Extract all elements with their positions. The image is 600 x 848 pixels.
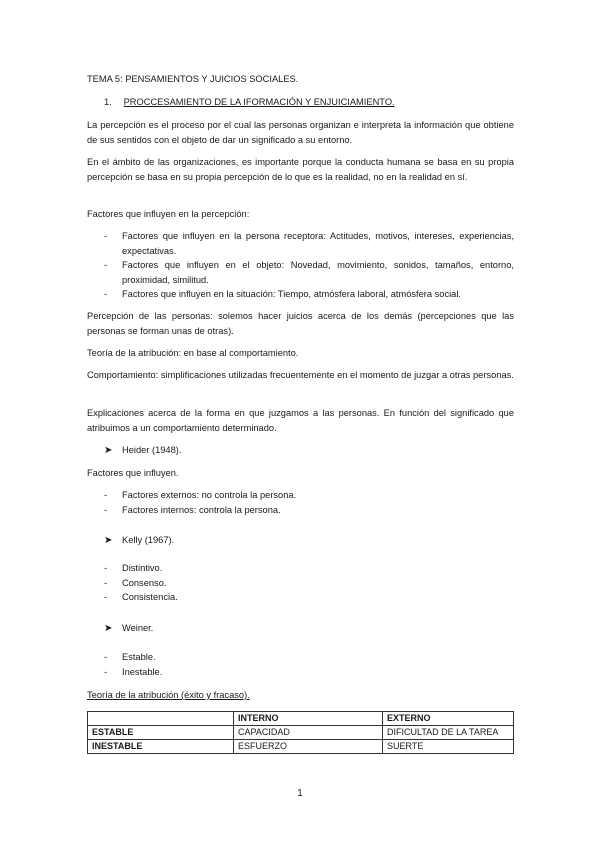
table-row-label: ESTABLE xyxy=(88,726,234,740)
heider-factors-list xyxy=(104,488,514,517)
dash-marker: - xyxy=(104,260,108,271)
paragraph-explicaciones: Explicaciones acerca de la forma en que juzgamos a las personas. En función del significado que atribuimos a un comportamiento determinado. xyxy=(87,408,514,433)
dash-marker: - xyxy=(104,490,108,500)
table-header-row xyxy=(88,712,514,726)
paragraph-percepcion: La percepción es el proceso por el cual las personas organizan e interpreta la información que obtiene de sus sentidos con el objeto de dar un significado a su entorno. xyxy=(87,120,514,145)
table-cell: SUERTE xyxy=(383,740,514,754)
page-number: 1 xyxy=(297,788,303,799)
kelly-list xyxy=(104,561,514,605)
table-cell: DIFICULTAD DE LA TAREA xyxy=(383,726,514,740)
dash-marker: - xyxy=(104,231,108,241)
factores-list xyxy=(104,229,514,302)
paragraph-teoria-atribucion: Teoría de la atribución: en base al comportamiento. xyxy=(87,348,299,358)
table-header-cell xyxy=(88,712,234,726)
list-item: - Factores que influyen en la persona receptora: Actitudes, motivos, intereses, experiencias, expectativas. xyxy=(104,231,514,256)
factores-heading: Factores que influyen en la percepción: xyxy=(87,209,250,219)
section-heading-1 xyxy=(104,95,395,110)
list-item: - Factores internos: controla la persona. xyxy=(104,503,514,518)
kelly-item: ➤ Kelly (1967). xyxy=(104,533,174,549)
paragraph-organizaciones: En el ámbito de las organizaciones, es importante porque la conducta humana se basa en su propia percepción se basa en su propia percepción de lo que es la realidad, no en la realidad en sí. xyxy=(87,157,514,182)
list-item: - Factores que influyen en la situación: Tiempo, atmósfera laboral, atmósfera social. xyxy=(104,287,514,302)
list-item: - Factores que influyen en el objeto: Novedad, movimiento, sonidos, tamaños, entorno, proximidad, similitud. xyxy=(104,260,514,285)
dash-marker: - xyxy=(104,666,108,677)
table-caption: Teoría de la atribución (éxito y fracaso). xyxy=(87,690,250,700)
weiner-item: ➤ Weiner. xyxy=(104,621,153,637)
section-heading-text: PROCCESAMIENTO DE LA IFORMACIÓN Y ENJUICIAMIENTO. xyxy=(123,97,395,107)
heider-item: ➤ Heider (1948). xyxy=(104,443,181,459)
arrow-bullet-icon: ➤ xyxy=(104,445,113,456)
weiner-list xyxy=(104,650,514,679)
dash-marker: - xyxy=(104,563,108,573)
table-row-label: INESTABLE xyxy=(88,740,234,754)
list-item: - Consenso. xyxy=(104,576,514,591)
dash-marker: - xyxy=(104,504,108,515)
list-item: - Estable. xyxy=(104,650,514,665)
table-header-cell: EXTERNO xyxy=(383,712,514,726)
table-row xyxy=(88,740,514,754)
table-cell: CAPACIDAD xyxy=(234,726,383,740)
table-cell: ESFUERZO xyxy=(234,740,383,754)
paragraph-percepcion-personas: Percepción de las personas: solemos hacer juicios acerca de los demás (percepciones que las personas se forman unas de otras). xyxy=(87,311,514,336)
arrow-bullet-icon: ➤ xyxy=(104,535,113,546)
factores-influyen-heading: Factores que influyen. xyxy=(87,468,179,478)
dash-marker: - xyxy=(104,577,108,588)
dash-marker: - xyxy=(104,289,108,300)
dash-marker: - xyxy=(104,592,108,603)
table-header-cell: INTERNO xyxy=(234,712,383,726)
list-item: - Factores externos: no controla la persona. xyxy=(104,488,514,503)
dash-marker: - xyxy=(104,652,108,662)
table-row xyxy=(88,726,514,740)
arrow-bullet-icon: ➤ xyxy=(104,623,113,634)
section-number: 1. xyxy=(104,97,112,107)
paragraph-comportamiento: Comportamiento: simplificaciones utilizadas frecuentemente en el momento de juzgar a otras personas. xyxy=(87,370,514,380)
list-item: - Inestable. xyxy=(104,665,514,680)
list-item: - Distintivo. xyxy=(104,561,514,576)
document-title: TEMA 5: PENSAMIENTOS Y JUICIOS SOCIALES. xyxy=(87,74,299,84)
atribucion-table xyxy=(87,711,514,754)
list-item: - Consistencia. xyxy=(104,590,514,605)
